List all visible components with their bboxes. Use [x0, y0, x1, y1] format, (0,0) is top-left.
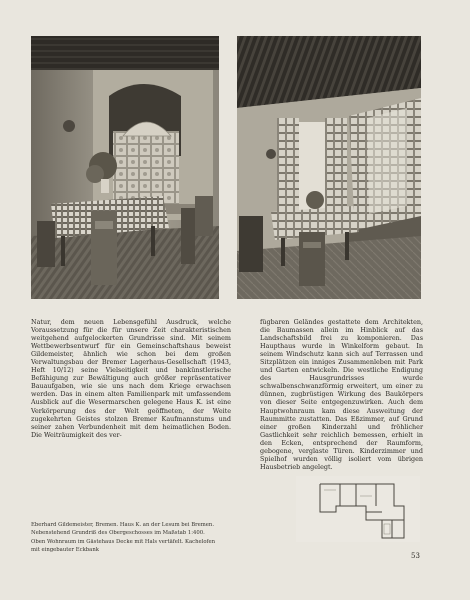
body-paragraph-right: fügbaren Geländes gestattete dem Architekten, die Baumassen allein im Hinblick auf das Landschaftsbild frei zu komponieren. Das Haupthaus wurde in Winkelform gebaut. In seinem Windschutz kann sich auf Terrassen und Sitzplätzen ein inniges Zusammenleben mit Park und Garten entwickeln. Die westliche Endigung des Hausgrundrisses wurde schwalbenschwanzförmig erweitert, um einer zu dünnen, zugbrüstigen Wirkung des Baukörpers von dieser Seite entgegenzuwirken. Auch dem Hauptwohnraum kam diese Ausweitung der Raummitte zustatten. Das Eßzimmer, auf Grund einer großen Kinderzahl und fröhlicher Gastlichkeit sehr reichlich bemessen, erhielt in den Ecken, entsprechend der Raumform, gebogene, verglaste Türen. Kinderzimmer und Spielhof wurden völlig isoliert vom übrigen Hausbetrieb angelegt. — [260, 318, 423, 471]
body-paragraph-left: Natur, dem neuen Lebensgefühl Ausdruck, welche Voraussetzung für die für unsere Zeit charakteristischen weitgehend aufgelockerten Grundrisse sind. Mit seinem Wettbewerbsentwurf für ein Gemeinschaftshaus beweist Gildemeister, ähnlich wie schon bei dem großen Verwaltungsbau der Bremer Lagerhaus-Gesellschaft (1943, Heft 10/12) seine Vielseitigkeit und bankünstlerische Befähigung zur Bewältigung auch größer repräsentativer Bauaufgaben, wie sie uns nach dem Kriege erwachsen werden. Das in einem alten Familienpark mit umfassendem Ausblick auf die Wesermarschen gelegene Haus K. ist eine Verkörperung des der Welt geöffneten, der Weite zugekehrten Geistes stolzen Bremer Kaufmannstums und seiner zahen Verbundenheit mit dem heimatlichen Boden. Die Weiträumigkeit des ver- — [31, 318, 231, 439]
figure-caption: Eberhard Gildemeister, Bremen. Haus K. an der Lesum bei Bremen. Nebenstehend Grundriß des Obergeschosses im Maßstab 1:400. Oben Wohnraum im Gästehaus Decke mit Hals vertäfelt. Kachelofen mit eingebauter Eckbank — [31, 522, 216, 553]
photo-guesthouse-living-room — [31, 36, 219, 299]
body-text-right-column — [260, 318, 423, 471]
photo-dining-room — [237, 36, 421, 299]
body-text-left-column — [31, 318, 231, 439]
floor-plan-upper-storey — [296, 476, 420, 542]
page-number: 53 — [411, 552, 420, 560]
